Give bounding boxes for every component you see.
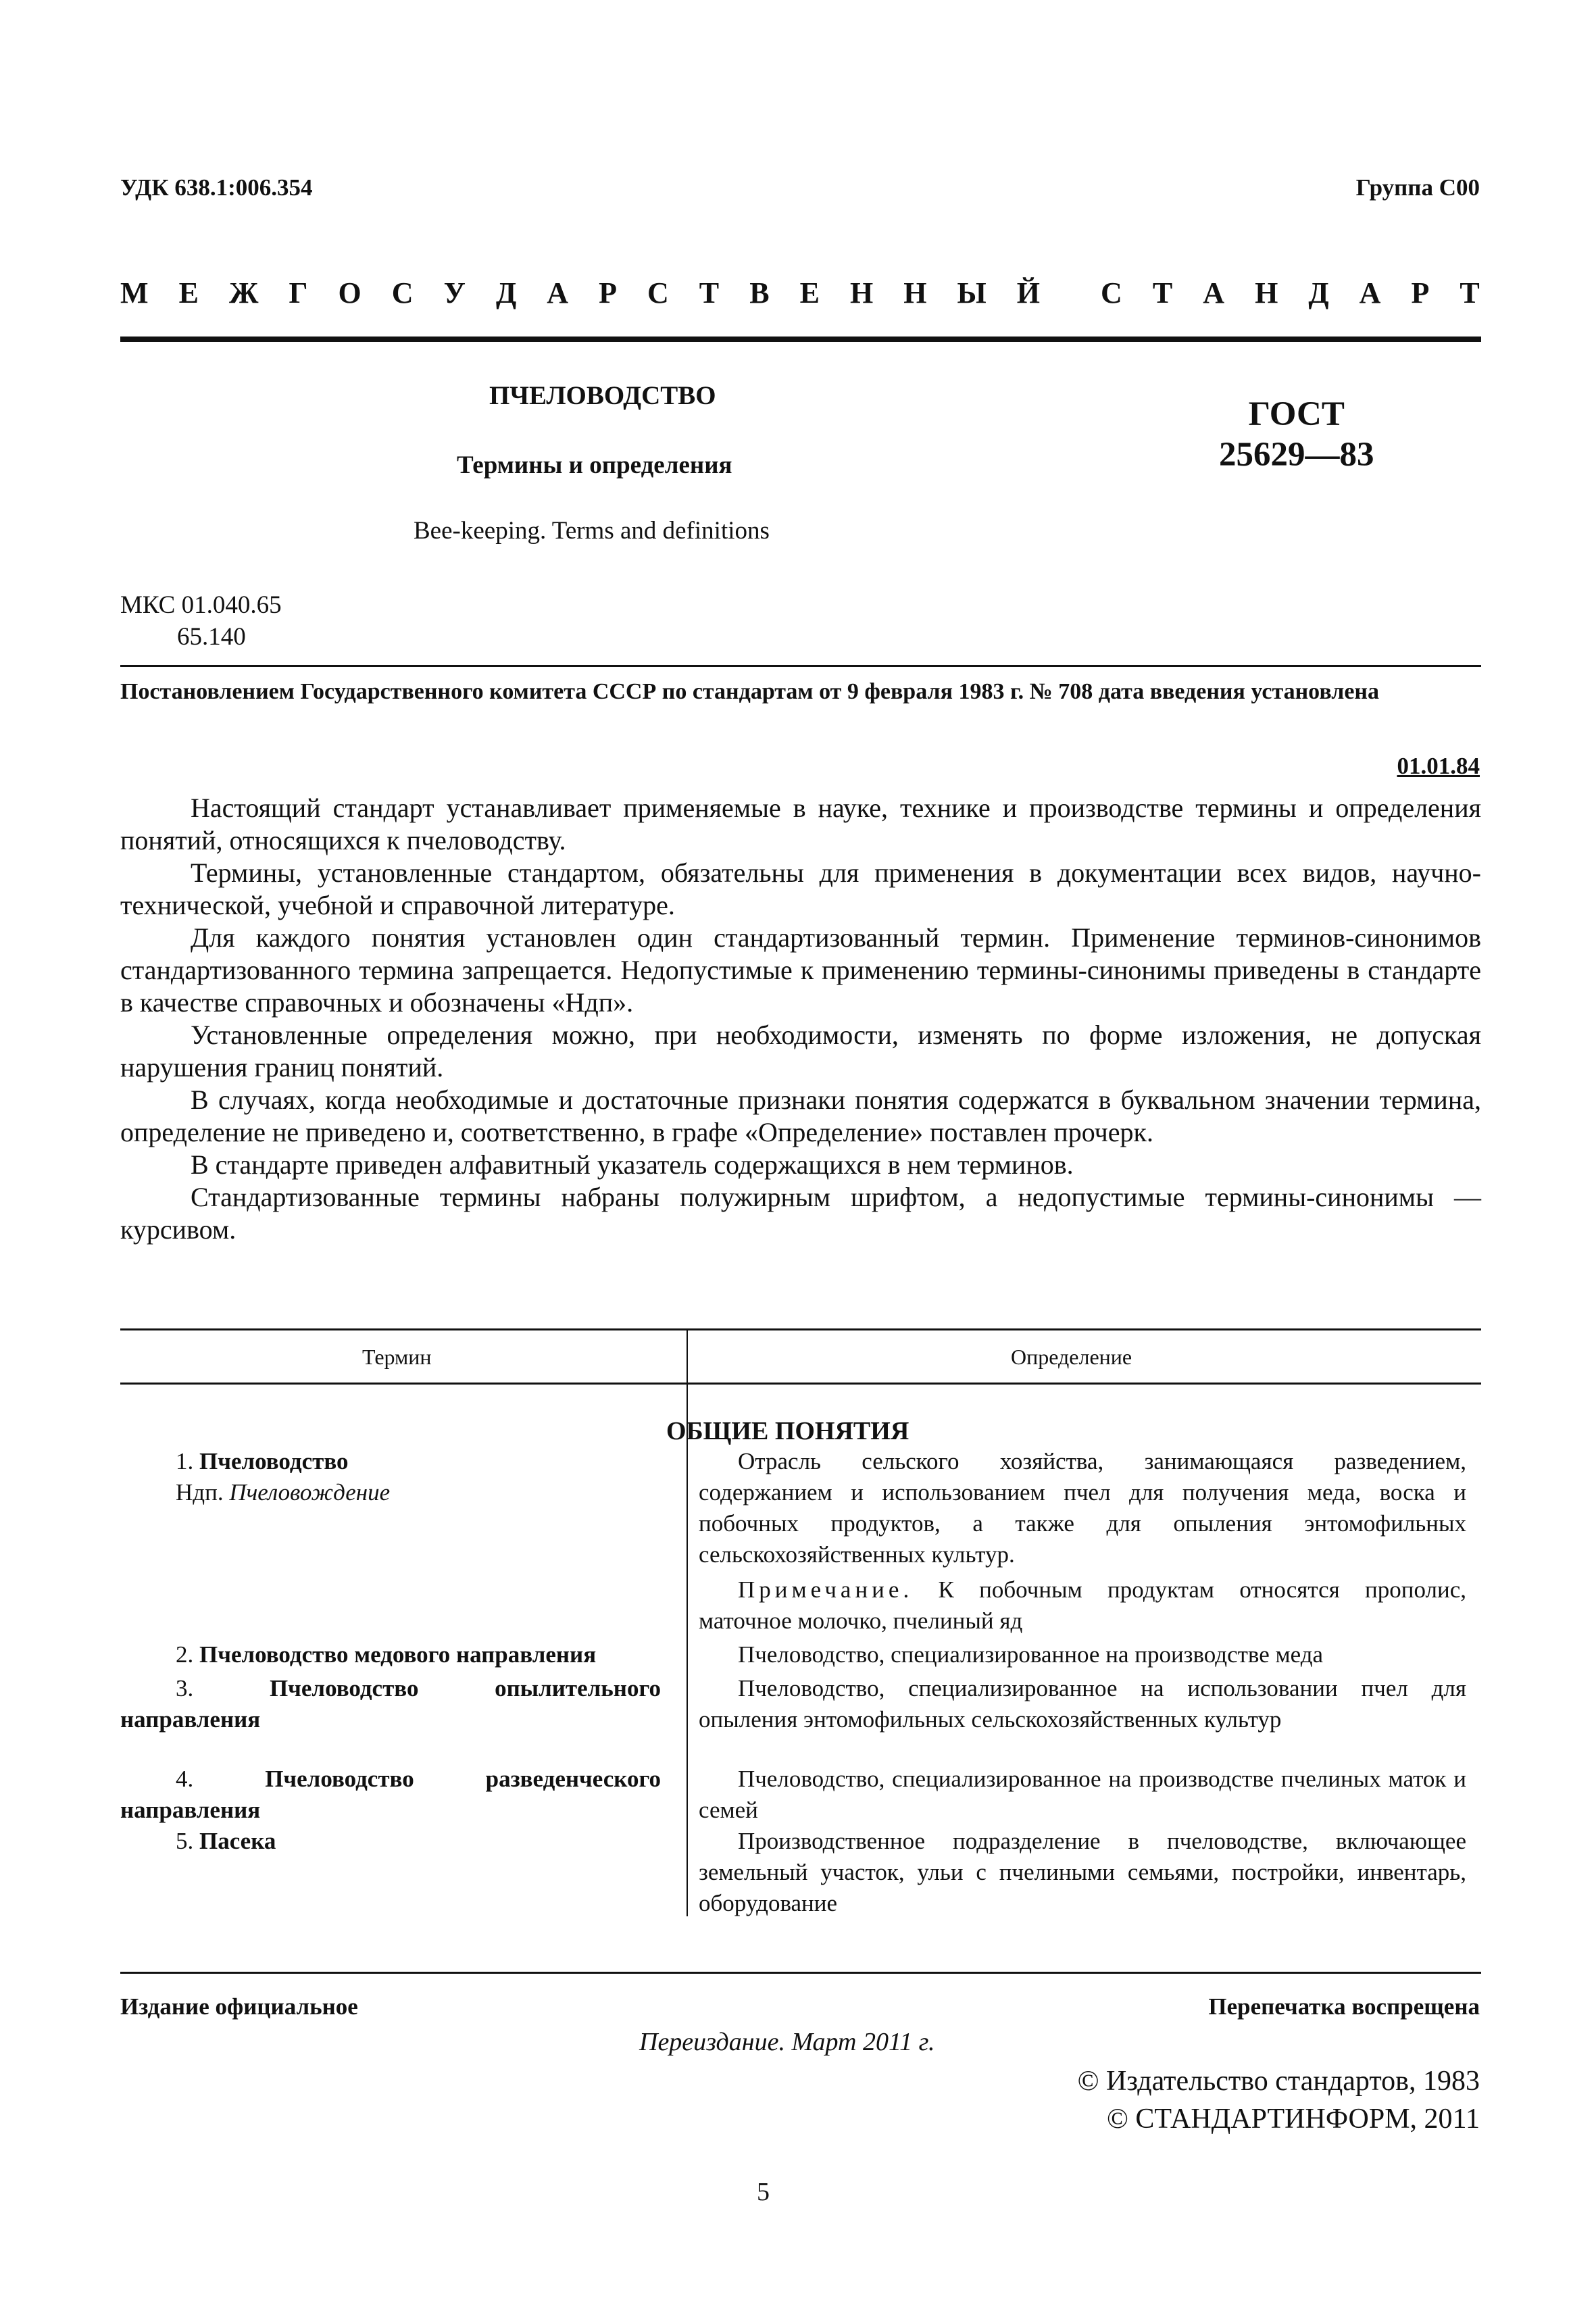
- introduction-date: 01.01.84: [1397, 753, 1480, 779]
- banner-letter: Р: [599, 276, 617, 309]
- term-entry-2: [120, 1639, 661, 1670]
- intro-paragraph: Настоящий стандарт устанавливает применяемые в науке, технике и производстве термины и определения понятий, относящихся к пчеловодству.: [120, 793, 1481, 855]
- term-number: 5.: [176, 1828, 194, 1854]
- banner-letter: В: [749, 276, 770, 309]
- banner-letter: Н: [903, 276, 927, 309]
- term-entry-4: [120, 1764, 661, 1826]
- banner-letter: Т: [1152, 276, 1173, 309]
- banner-letter: Г: [289, 276, 308, 309]
- interstate-standard-banner: [120, 276, 1480, 310]
- banner-letter: М: [120, 276, 149, 309]
- term-name: Пчеловодство разведенческого направления: [120, 1766, 661, 1823]
- copyright-2011: © СТАНДАРТИНФОРМ, 2011: [1107, 2104, 1480, 2135]
- term-number: 1.: [176, 1448, 194, 1474]
- note-label: Примечание.: [738, 1576, 914, 1603]
- banner-letter: С: [1101, 276, 1122, 309]
- banner-letter: Н: [1255, 276, 1278, 309]
- intro-paragraph: Для каждого понятия установлен один стандартизованный термин. Применение терминов-синонимов стандартизованного термина запрещается. Недопустимые к применению термины-синонимы приведены в стандарте в качестве справочных и обозначены «Ндп».: [120, 922, 1481, 1018]
- reissue-note: Переиздание. Март 2011 г.: [639, 2028, 935, 2056]
- page-number: 5: [757, 2178, 770, 2206]
- banner-rule: [120, 337, 1481, 342]
- definition-text: Пчеловодство, специализированное на производстве меда: [738, 1641, 1324, 1668]
- definition-entry-1: [699, 1446, 1466, 1570]
- reprint-banned-label: Перепечатка воспрещена: [1208, 1993, 1480, 2020]
- introduction-text: [120, 792, 1481, 1246]
- intro-paragraph: В случаях, когда необходимые и достаточные признаки понятия содержатся в буквальном значении термина, определение не приведено и, соответственно, в графе «Определение» поставлен прочерк.: [120, 1085, 1481, 1147]
- banner-letter: Р: [1411, 276, 1430, 309]
- banner-letter: А: [1203, 276, 1225, 309]
- banner-letter: Т: [699, 276, 720, 309]
- note-entry-1: [699, 1574, 1466, 1637]
- term-name: Пчеловодство: [199, 1448, 349, 1474]
- decree-text: Постановлением Государственного комитета СССР по стандартам от 9 февраля 1983 г. № 708 дата введения установлена: [120, 679, 1379, 704]
- term-number: 4.: [176, 1766, 194, 1792]
- ndp-prefix: Ндп.: [176, 1479, 224, 1505]
- banner-letter: А: [547, 276, 569, 309]
- copyright-1983: © Издательство стандартов, 1983: [1077, 2066, 1480, 2097]
- section-title: ОБЩИЕ ПОНЯТИЯ: [666, 1417, 909, 1445]
- definition-text: Производственное подразделение в пчеловодстве, включающее земельный участок, ульи с пчелиными семьями, постройки, инвентарь, оборудование: [699, 1828, 1466, 1916]
- gost-designation: [1219, 394, 1374, 475]
- gost-number: 25629—83: [1219, 436, 1374, 474]
- banner-letter: Ы: [957, 276, 987, 309]
- table-top-rule: [120, 1328, 1481, 1330]
- mks-code-1: МКС 01.040.65: [120, 591, 282, 619]
- intro-paragraph: Установленные определения можно, при необходимости, изменять по форме изложения, не допуская нарушения границ понятий.: [120, 1020, 1481, 1082]
- term-name: Пчеловодство опылительного направления: [120, 1675, 661, 1733]
- footer-rule: [120, 1972, 1481, 1974]
- banner-letter: Ж: [228, 276, 259, 309]
- banner-letter: С: [391, 276, 414, 309]
- gost-label: ГОСТ: [1248, 395, 1345, 433]
- term-number: 3.: [176, 1675, 194, 1701]
- document-title: ПЧЕЛОВОДСТВО: [489, 381, 716, 410]
- definition-entry-2: [699, 1639, 1466, 1670]
- definition-text: Отрасль сельского хозяйства, занимающаяся разведением, содержанием и использованием пчел для получения меда, воска и побочных продуктов, а также для опыления энтомофильных сельскохозяйственных культур.: [699, 1448, 1466, 1568]
- term-entry-1: [120, 1446, 661, 1508]
- term-name: Пасека: [199, 1828, 276, 1854]
- banner-letter: Й: [1016, 276, 1040, 309]
- udk-code: УДК 638.1:006.354: [120, 174, 313, 201]
- definition-entry-4: [699, 1764, 1466, 1826]
- term-entry-5: [120, 1826, 661, 1857]
- banner-letter: Т: [1460, 276, 1480, 309]
- group-code: Группа С00: [1355, 174, 1480, 201]
- banner-letter: С: [647, 276, 669, 309]
- banner-letter: Е: [178, 276, 199, 309]
- table-header-rule: [120, 1383, 1481, 1385]
- intro-paragraph: Стандартизованные термины набраны полужирным шрифтом, а недопустимые термины-синонимы — курсивом.: [120, 1182, 1481, 1245]
- banner-letter: Д: [1308, 276, 1329, 309]
- definition-entry-3: [699, 1673, 1466, 1735]
- mks-code-2: 65.140: [177, 623, 246, 651]
- ndp-term: Пчеловождение: [229, 1479, 391, 1505]
- definition-text: Пчеловодство, специализированное на использовании пчел для опыления энтомофильных сельскохозяйственных культур: [699, 1675, 1466, 1733]
- banner-letter: А: [1359, 276, 1381, 309]
- term-number: 2.: [176, 1641, 194, 1668]
- definition-text: Пчеловодство, специализированное на производстве пчелиных маток и семей: [699, 1766, 1466, 1823]
- banner-letter: Е: [799, 276, 820, 309]
- definition-entry-5: [699, 1826, 1466, 1919]
- term-entry-3: [120, 1673, 661, 1735]
- term-name: Пчеловодство медового направления: [199, 1641, 597, 1668]
- intro-paragraph: В стандарте приведен алфавитный указатель содержащихся в нем терминов.: [191, 1149, 1074, 1180]
- banner-letter: Д: [495, 276, 517, 309]
- banner-letter: О: [338, 276, 361, 309]
- official-edition-label: Издание официальное: [120, 1993, 358, 2020]
- banner-letter: Н: [849, 276, 874, 309]
- column-header-definition: Определение: [1011, 1345, 1132, 1369]
- banner-letter: У: [443, 276, 466, 309]
- title-rule: [120, 665, 1481, 667]
- column-header-term: Термин: [362, 1345, 432, 1369]
- english-title: Bee-keeping. Terms and definitions: [414, 517, 770, 545]
- intro-paragraph: Термины, установленные стандартом, обязательны для применения в документации всех видов, научно-технической, учебной и справочной литературе.: [120, 857, 1481, 920]
- note-text: К побочным продуктам относятся прополис, маточное молочко, пчелиный яд: [699, 1576, 1467, 1634]
- document-subtitle: Термины и определения: [457, 451, 732, 479]
